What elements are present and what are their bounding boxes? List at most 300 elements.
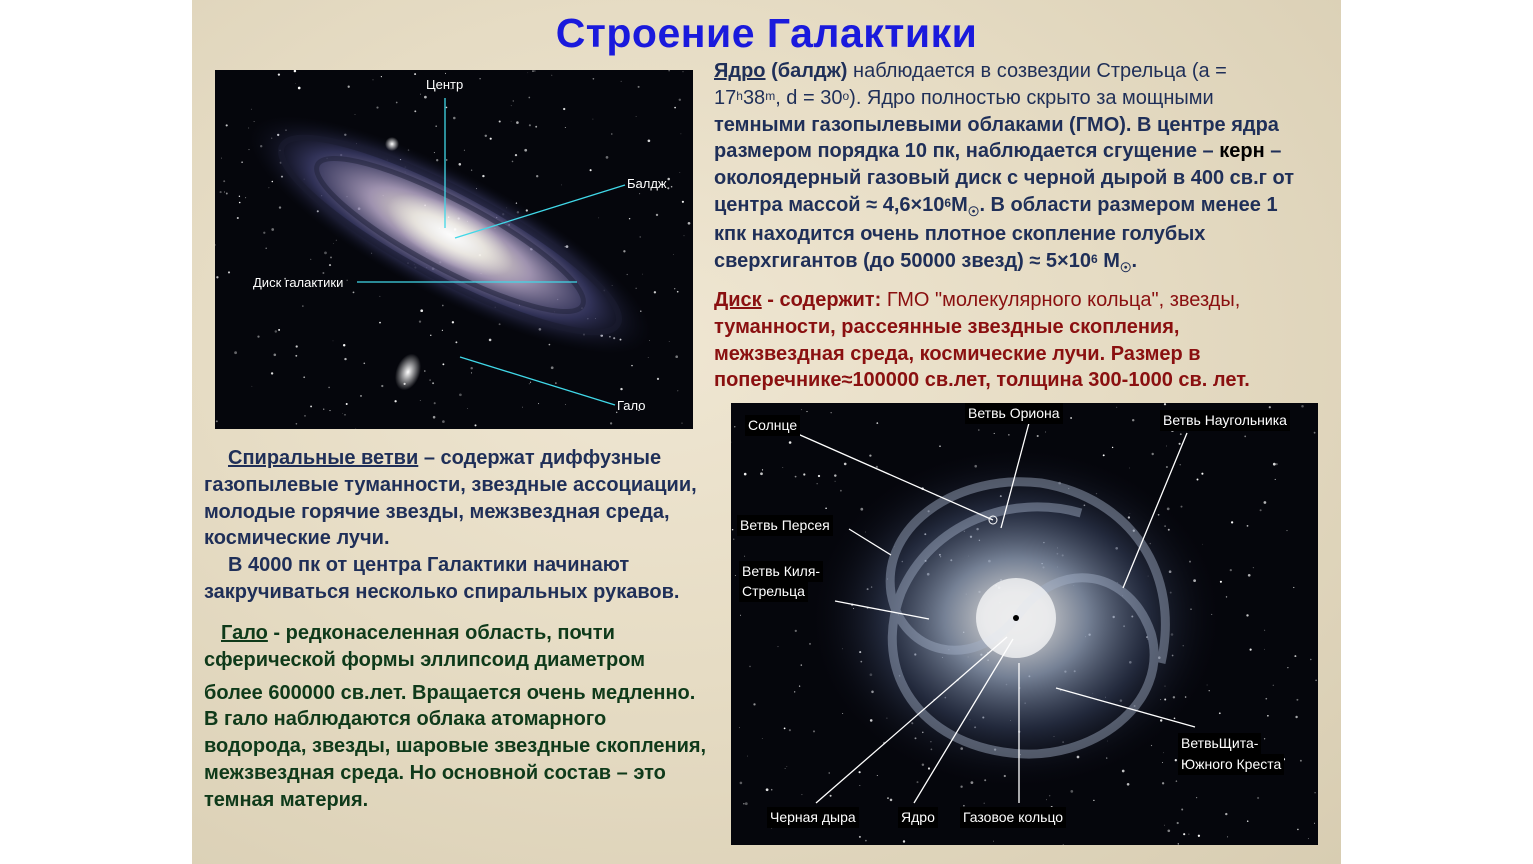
star bbox=[1070, 790, 1073, 793]
star bbox=[479, 78, 480, 79]
star bbox=[515, 154, 517, 156]
star bbox=[446, 107, 448, 109]
star bbox=[248, 128, 249, 129]
star bbox=[381, 76, 382, 77]
star bbox=[681, 423, 682, 424]
star bbox=[263, 232, 265, 234]
star bbox=[333, 243, 334, 244]
star bbox=[432, 382, 434, 384]
star bbox=[220, 191, 222, 193]
star bbox=[649, 340, 650, 341]
star bbox=[809, 643, 811, 645]
star bbox=[511, 105, 512, 106]
label-carina-arm-1: Ветвь Киля- bbox=[739, 561, 823, 582]
star bbox=[355, 114, 356, 115]
star bbox=[831, 412, 832, 413]
star bbox=[471, 372, 472, 373]
star bbox=[237, 217, 239, 219]
star bbox=[789, 729, 791, 731]
star bbox=[530, 382, 531, 383]
star bbox=[455, 341, 457, 343]
star bbox=[1315, 679, 1317, 681]
star bbox=[257, 335, 259, 337]
slide-title: Строение Галактики bbox=[555, 10, 978, 56]
star bbox=[489, 339, 492, 342]
star bbox=[806, 411, 807, 412]
star bbox=[636, 116, 637, 117]
star bbox=[1127, 783, 1130, 786]
star bbox=[333, 340, 334, 341]
star bbox=[223, 180, 225, 182]
star bbox=[657, 378, 659, 380]
star bbox=[239, 202, 241, 204]
star bbox=[673, 254, 674, 255]
star bbox=[636, 288, 637, 289]
star bbox=[434, 402, 436, 404]
star bbox=[830, 795, 832, 797]
star bbox=[1246, 614, 1248, 616]
star bbox=[216, 276, 218, 278]
star bbox=[648, 139, 651, 142]
spiral-heading: Спиральные ветви bbox=[228, 447, 419, 469]
star bbox=[1209, 690, 1210, 691]
label-disk: Диск галактики bbox=[253, 275, 344, 290]
star bbox=[1122, 770, 1125, 773]
star bbox=[295, 83, 296, 84]
star bbox=[638, 86, 640, 88]
star bbox=[1180, 433, 1182, 435]
core-paragraph: Ядро (балдж) наблюдается в созвездии Стрельца (а = $17^h38^m$, $d = 30^o$). Ядро полностью скрыто за мощными темными газопылевыми облаками (ГМО). В центре ядра размером порядка 10 пк, наблюдается сгущение – керн – околоядерный газовый диск с черной дырой в 400 св.г от центра массой ≈ $4,6\times 10^6M_☉$. В области размером менее 1 кпк находится очень плотное скопление голубых сверхгигантов (до 50000 звезд) ≈ $5\times 10^6$ $M_☉$. bbox=[714, 60, 1295, 275]
star bbox=[1166, 446, 1167, 447]
star bbox=[323, 409, 324, 410]
star bbox=[753, 703, 755, 705]
star bbox=[1207, 685, 1208, 686]
star bbox=[485, 135, 487, 137]
star bbox=[215, 244, 216, 246]
star bbox=[1198, 835, 1200, 837]
star bbox=[762, 469, 763, 470]
label-sun: Солнце bbox=[745, 415, 800, 436]
star bbox=[620, 388, 622, 390]
star bbox=[221, 158, 222, 159]
label-core: Ядро bbox=[898, 807, 938, 828]
star bbox=[1164, 825, 1165, 826]
star bbox=[1008, 434, 1009, 435]
star bbox=[1176, 780, 1178, 782]
star bbox=[818, 475, 820, 477]
star bbox=[794, 691, 795, 692]
star bbox=[224, 192, 225, 193]
star bbox=[304, 415, 305, 416]
star bbox=[842, 713, 843, 714]
star bbox=[674, 288, 675, 289]
star bbox=[683, 71, 684, 72]
star bbox=[482, 175, 484, 177]
star bbox=[1197, 479, 1199, 481]
star bbox=[239, 196, 240, 197]
star bbox=[228, 271, 230, 273]
star bbox=[420, 94, 421, 95]
star bbox=[1049, 795, 1050, 796]
star bbox=[675, 355, 678, 358]
star bbox=[1273, 685, 1274, 686]
star bbox=[1230, 569, 1232, 571]
star bbox=[865, 840, 867, 842]
star bbox=[731, 442, 732, 443]
halo-heading: Гало bbox=[221, 622, 268, 644]
star bbox=[226, 193, 228, 195]
core-heading: Ядро bbox=[714, 60, 766, 82]
star bbox=[524, 149, 527, 152]
star bbox=[984, 803, 985, 804]
star bbox=[782, 467, 783, 468]
star bbox=[749, 666, 751, 668]
label-crux-arm-1: ВетвьЩита- bbox=[1178, 733, 1261, 754]
star bbox=[442, 330, 443, 331]
disk-paragraph: Диск - содержит: ГМО "молекулярного кольца", звезды, туманности, рассеянные звездные скопления, межзвездная среда, космические лучи. Размер в поперечнике≈100000 св.лет, толщина 300-1000 св. лет. bbox=[714, 289, 1250, 392]
star bbox=[532, 70, 534, 72]
star bbox=[1225, 813, 1227, 815]
star bbox=[1310, 659, 1311, 660]
disk-heading: Диск bbox=[714, 289, 762, 311]
star bbox=[347, 280, 348, 281]
star bbox=[303, 376, 305, 378]
star bbox=[296, 345, 298, 347]
star bbox=[1294, 655, 1296, 657]
star bbox=[424, 96, 427, 99]
star bbox=[329, 410, 330, 411]
star bbox=[513, 100, 514, 101]
star bbox=[621, 81, 622, 82]
star bbox=[355, 428, 356, 429]
star bbox=[1162, 762, 1163, 763]
star bbox=[379, 322, 381, 324]
star bbox=[265, 247, 267, 249]
star bbox=[629, 218, 630, 219]
star bbox=[396, 102, 398, 104]
star bbox=[1196, 797, 1197, 798]
star bbox=[840, 490, 842, 492]
star bbox=[1301, 405, 1304, 408]
galaxy-photo bbox=[215, 70, 693, 429]
star bbox=[471, 170, 472, 171]
star bbox=[1257, 797, 1259, 799]
star bbox=[939, 445, 940, 446]
star bbox=[565, 404, 566, 405]
star bbox=[656, 214, 658, 216]
star bbox=[1275, 479, 1276, 480]
star bbox=[1264, 501, 1267, 504]
star bbox=[611, 133, 612, 134]
star bbox=[1163, 752, 1164, 753]
star bbox=[373, 80, 374, 81]
star bbox=[344, 358, 346, 360]
star bbox=[786, 766, 787, 767]
label-gas-ring: Газовое кольцо bbox=[960, 807, 1066, 828]
star bbox=[1112, 447, 1113, 448]
star bbox=[278, 73, 280, 75]
star bbox=[1177, 822, 1179, 824]
star bbox=[516, 121, 519, 124]
star bbox=[336, 240, 337, 241]
star bbox=[226, 124, 228, 126]
star bbox=[565, 127, 566, 128]
star bbox=[549, 344, 551, 346]
star bbox=[1162, 782, 1164, 784]
star bbox=[1264, 738, 1265, 739]
star bbox=[1227, 836, 1228, 837]
star bbox=[771, 789, 773, 791]
star bbox=[679, 99, 681, 101]
star bbox=[668, 70, 669, 71]
star bbox=[744, 473, 747, 476]
star bbox=[777, 646, 778, 647]
star bbox=[631, 365, 632, 366]
star bbox=[278, 329, 280, 331]
star bbox=[1287, 667, 1288, 668]
star bbox=[1314, 792, 1315, 793]
star bbox=[803, 473, 805, 475]
star bbox=[551, 366, 554, 369]
star bbox=[610, 422, 612, 424]
star bbox=[766, 788, 769, 791]
label-center: Центр bbox=[426, 77, 464, 92]
star bbox=[424, 370, 426, 372]
star bbox=[429, 379, 431, 381]
star bbox=[442, 363, 444, 365]
star bbox=[785, 768, 786, 769]
star bbox=[801, 664, 802, 665]
star bbox=[446, 159, 447, 160]
star bbox=[679, 172, 680, 173]
star bbox=[795, 630, 797, 632]
label-crux-arm-2: Южного Креста bbox=[1178, 754, 1284, 775]
star bbox=[654, 291, 656, 293]
star bbox=[592, 119, 593, 120]
star bbox=[760, 472, 763, 475]
star bbox=[743, 803, 744, 804]
star bbox=[1267, 715, 1269, 717]
star bbox=[1179, 443, 1181, 445]
star bbox=[245, 197, 246, 198]
star bbox=[534, 70, 535, 71]
star bbox=[844, 463, 847, 466]
star bbox=[887, 797, 889, 799]
star bbox=[799, 685, 800, 686]
label-black-hole: Черная дыра bbox=[767, 807, 859, 828]
spiral-paragraph: Спиральные ветви – содержат диффузные газопылевые туманности, звездные ассоциации, молодые горячие звезды, межзвездная среда, космические лучи. В 4000 пк от центра Галактики начинают закручиваться несколько спиральных рукавов. bbox=[204, 447, 697, 603]
star bbox=[249, 149, 250, 150]
galaxy-photo-illustration bbox=[215, 70, 693, 429]
star bbox=[859, 836, 861, 838]
star bbox=[434, 152, 435, 153]
star bbox=[1188, 834, 1189, 835]
label-orion-arm: Ветвь Ориона bbox=[965, 403, 1063, 424]
star bbox=[684, 235, 685, 236]
star bbox=[420, 400, 421, 401]
star bbox=[324, 252, 327, 255]
star bbox=[464, 150, 465, 151]
star bbox=[254, 121, 255, 122]
star bbox=[271, 228, 274, 231]
star bbox=[667, 178, 670, 181]
star bbox=[732, 529, 733, 530]
star bbox=[310, 405, 312, 407]
star bbox=[877, 775, 878, 776]
star bbox=[328, 387, 330, 389]
star bbox=[994, 433, 995, 434]
star bbox=[671, 186, 673, 188]
star bbox=[744, 556, 745, 557]
star bbox=[499, 120, 501, 122]
star bbox=[1260, 509, 1262, 511]
star bbox=[876, 466, 878, 468]
star bbox=[789, 441, 792, 444]
star bbox=[813, 730, 815, 732]
star bbox=[302, 306, 303, 307]
star bbox=[452, 321, 454, 323]
star bbox=[563, 108, 565, 110]
star bbox=[511, 121, 512, 122]
star bbox=[640, 236, 641, 237]
star bbox=[234, 351, 237, 354]
star bbox=[762, 738, 763, 739]
star bbox=[745, 802, 748, 805]
star bbox=[1183, 833, 1185, 835]
star bbox=[627, 274, 628, 275]
star bbox=[420, 309, 423, 312]
star bbox=[1226, 596, 1227, 597]
star bbox=[960, 786, 962, 788]
star bbox=[467, 408, 468, 409]
milky-way-diagram bbox=[731, 403, 1318, 845]
star bbox=[1231, 521, 1233, 523]
star bbox=[522, 407, 523, 408]
star bbox=[294, 70, 296, 72]
star bbox=[1037, 435, 1039, 437]
star bbox=[252, 386, 253, 387]
star bbox=[834, 474, 836, 476]
star bbox=[903, 840, 905, 842]
star bbox=[784, 728, 786, 730]
star bbox=[1152, 453, 1154, 455]
star bbox=[555, 382, 556, 383]
label-carina-arm-2: Стрельца bbox=[739, 581, 808, 602]
star bbox=[1045, 432, 1046, 433]
star bbox=[835, 481, 836, 482]
star bbox=[1178, 843, 1179, 844]
star bbox=[529, 383, 530, 384]
star bbox=[1116, 407, 1117, 408]
star bbox=[740, 615, 741, 616]
star bbox=[1248, 574, 1251, 577]
star bbox=[1132, 419, 1134, 421]
star bbox=[322, 272, 324, 274]
star bbox=[271, 372, 273, 374]
star bbox=[274, 354, 277, 357]
star bbox=[688, 222, 691, 225]
halo-paragraph: Гало - редконаселенная область, почти сферической формы эллипсоид диаметром более 600000 св.лет. Вращается очень медленно. В гало наблюдаются облака атомарного водорода, звезды, шаровые звездные скопления, межзвездная среда. Но основной состав – это темная материя. bbox=[204, 622, 707, 811]
star bbox=[677, 390, 678, 391]
star bbox=[459, 393, 462, 396]
star bbox=[1202, 544, 1203, 545]
star bbox=[801, 409, 802, 410]
star bbox=[829, 772, 830, 773]
star bbox=[1293, 587, 1294, 588]
star bbox=[433, 416, 436, 419]
star bbox=[859, 785, 860, 786]
star bbox=[430, 335, 431, 336]
star bbox=[1181, 809, 1183, 811]
star bbox=[795, 476, 797, 478]
star bbox=[414, 73, 416, 75]
star bbox=[590, 169, 592, 171]
star bbox=[978, 429, 980, 431]
star bbox=[735, 575, 736, 576]
star bbox=[279, 206, 281, 208]
star bbox=[1308, 838, 1309, 839]
star bbox=[342, 413, 343, 414]
star bbox=[442, 420, 445, 423]
star bbox=[733, 539, 734, 540]
star bbox=[353, 292, 355, 294]
star bbox=[1264, 649, 1265, 650]
star bbox=[275, 330, 277, 332]
star bbox=[1264, 630, 1265, 631]
star bbox=[346, 403, 348, 405]
star bbox=[667, 187, 669, 189]
star bbox=[1265, 698, 1267, 700]
star bbox=[1167, 829, 1170, 832]
star bbox=[623, 250, 625, 252]
star bbox=[216, 420, 218, 422]
star bbox=[876, 422, 878, 424]
label-halo: Гало bbox=[617, 398, 646, 413]
milky-way-illustration bbox=[731, 403, 1318, 845]
star bbox=[606, 156, 609, 159]
star bbox=[1247, 525, 1249, 527]
star bbox=[817, 483, 818, 484]
star bbox=[310, 259, 311, 260]
star bbox=[445, 73, 446, 74]
star bbox=[669, 341, 670, 342]
star bbox=[376, 107, 378, 109]
star bbox=[1253, 567, 1254, 568]
star bbox=[677, 291, 679, 293]
star bbox=[470, 367, 472, 369]
star bbox=[360, 395, 362, 397]
star bbox=[414, 110, 416, 112]
star bbox=[747, 756, 748, 757]
star bbox=[330, 256, 332, 258]
star bbox=[1300, 760, 1302, 762]
label-norma-arm: Ветвь Наугольника bbox=[1160, 410, 1290, 431]
star bbox=[680, 133, 681, 134]
star bbox=[348, 86, 350, 88]
star bbox=[528, 97, 530, 99]
star bbox=[740, 782, 743, 785]
star bbox=[453, 117, 456, 120]
star bbox=[475, 424, 477, 426]
star bbox=[394, 400, 396, 402]
star bbox=[363, 362, 365, 364]
star bbox=[1250, 649, 1252, 651]
star bbox=[442, 305, 444, 307]
star bbox=[1286, 530, 1287, 531]
star bbox=[1314, 432, 1316, 434]
star bbox=[512, 161, 514, 163]
star bbox=[1103, 454, 1105, 456]
